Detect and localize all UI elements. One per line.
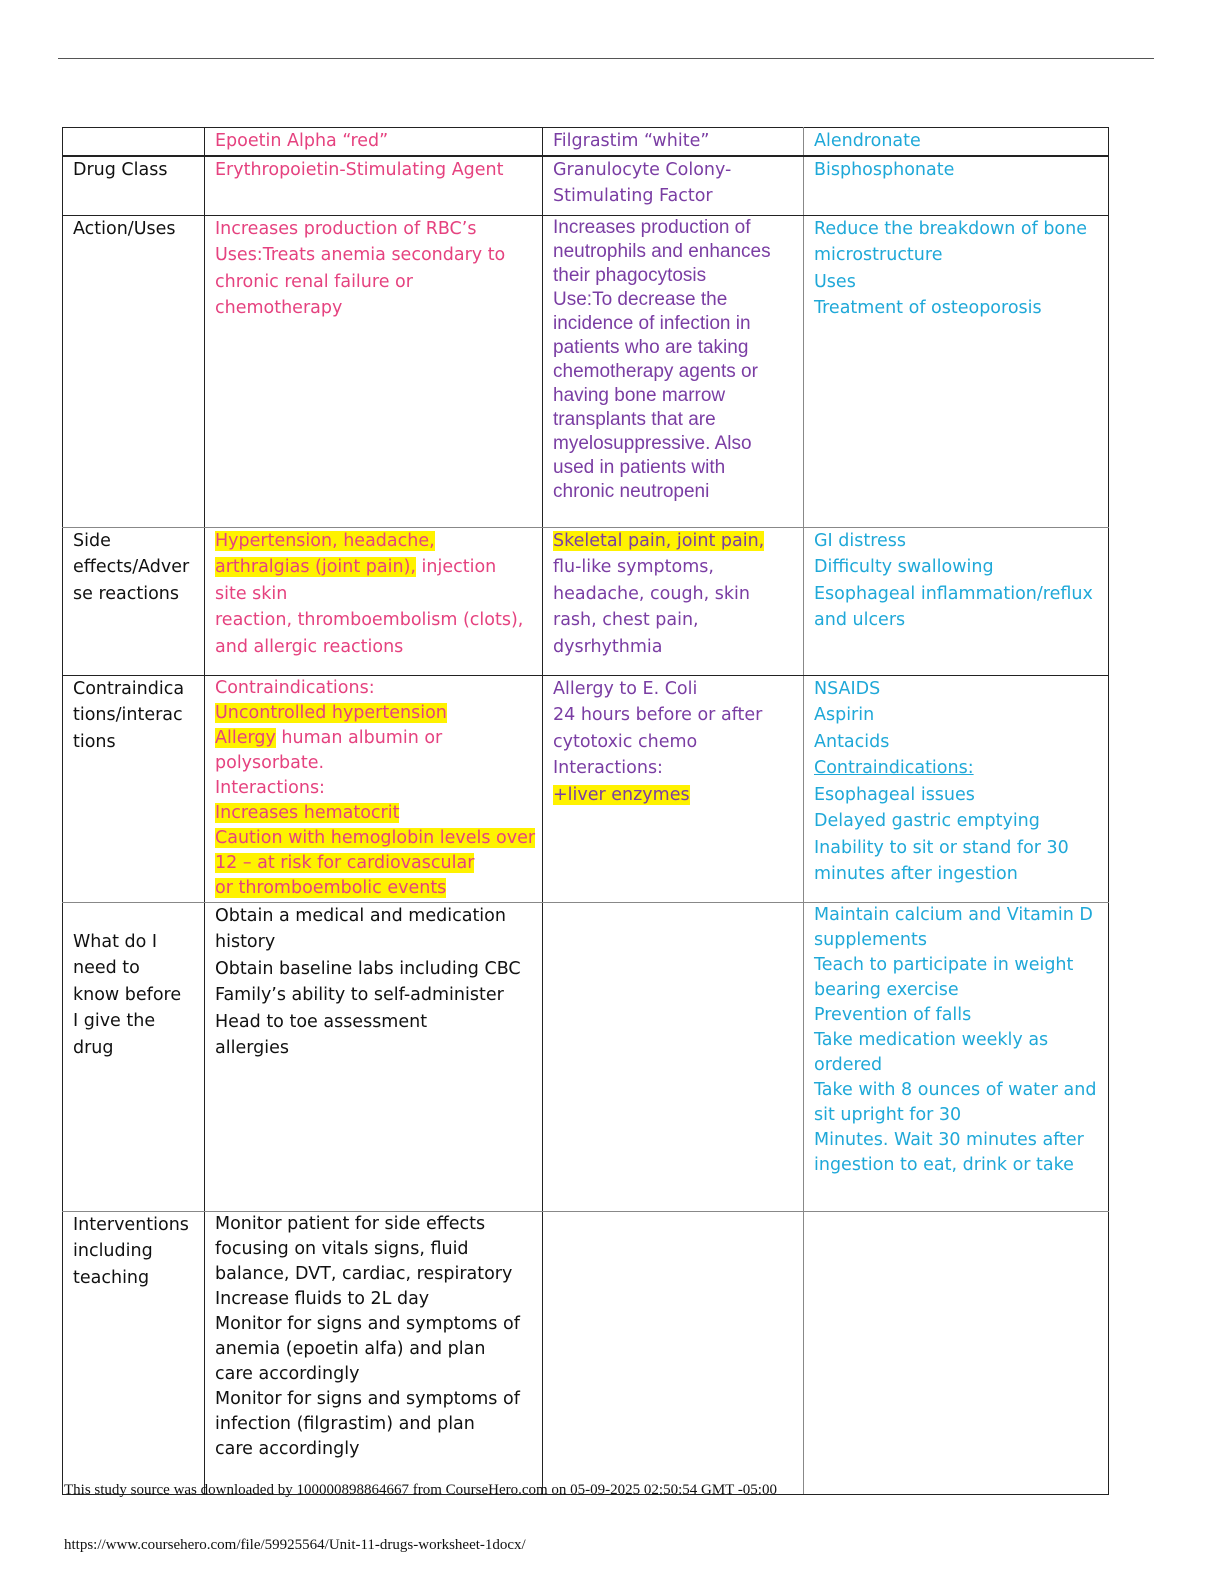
cell-line: Prevention of falls	[814, 1004, 972, 1025]
source-footer: This study source was downloaded by 100000898864667 from CourseHero.com on 05-09-2025 02:50:54 GMT -05:00	[64, 1482, 777, 1498]
cell-text: injection	[415, 557, 497, 577]
cell-line: headache, cough, skin	[553, 583, 750, 604]
cell-line: supplements	[814, 929, 927, 950]
cell-line: Maintain calcium and Vitamin D	[814, 904, 1093, 925]
cell-text: Erythropoietin-Stimulating Agent	[215, 159, 504, 180]
cell-filgrastim-interventions	[543, 1211, 804, 1494]
cell-line: infection (filgrastim) and plan	[215, 1413, 475, 1434]
cell-line: Treatment of osteoporosis	[814, 298, 1042, 318]
header-filgrastim-label: Filgrastim “white”	[553, 131, 710, 151]
row-label-drug-class	[63, 156, 205, 216]
row-label-interventions	[63, 1211, 205, 1494]
header-epoetin-label: Epoetin Alpha “red”	[215, 131, 389, 151]
cell-alendronate-action	[804, 215, 1109, 527]
header-rule	[58, 58, 1154, 59]
header-filgrastim	[543, 128, 804, 156]
row-label-line: Interventions	[73, 1214, 189, 1235]
cell-line: Interactions:	[215, 777, 325, 798]
cell-line: Increases production of RBC’s	[215, 218, 477, 239]
source-url[interactable]: https://www.coursehero.com/file/59925564/Unit-11-drugs-worksheet-1docx/	[64, 1537, 526, 1553]
cell-line: chronic neutropeni	[553, 480, 710, 502]
highlighted-text: +liver enzymes	[553, 784, 690, 805]
header-row	[63, 128, 1109, 156]
cell-line: chronic renal failure or	[215, 271, 413, 292]
cell-line: Monitor for signs and symptoms of	[215, 1388, 520, 1409]
highlighted-text: 12 – at risk for cardiovascular	[215, 852, 475, 873]
highlighted-text: Increases hematocrit	[215, 802, 400, 823]
cell-line: GI distress	[814, 530, 907, 551]
cell-alendronate-before	[804, 902, 1109, 1211]
cell-line: Take with 8 ounces of water and	[814, 1079, 1097, 1100]
cell-line: Contraindications:	[215, 677, 375, 698]
row-label-text: Action/Uses	[73, 218, 176, 239]
cell-text: human albumin or	[275, 727, 443, 748]
cell-line: Uses	[814, 271, 856, 292]
cell-line: ingestion to eat, drink or take	[814, 1154, 1074, 1175]
cell-line: Esophageal issues	[814, 784, 975, 805]
cell-line: Difficulty swallowing	[814, 557, 994, 577]
cell-line: Reduce the breakdown of bone	[814, 218, 1088, 239]
cell-line: myelosuppressive. Also	[553, 432, 752, 454]
cell-line: Granulocyte Colony-	[553, 159, 732, 180]
cell-line: Antacids	[814, 731, 890, 752]
cell-line: transplants that are	[553, 408, 716, 430]
cell-epoetin-before	[205, 902, 543, 1211]
cell-line: rash, chest pain,	[553, 610, 699, 630]
cell-filgrastim-contra	[543, 675, 804, 902]
cell-line: their phagocytosis	[553, 264, 707, 286]
cell-filgrastim-class	[543, 156, 804, 216]
cell-epoetin-interventions	[205, 1211, 543, 1494]
cell-alendronate-class	[804, 156, 1109, 216]
cell-line: 24 hours before or after	[553, 705, 763, 725]
cell-line: ordered	[814, 1054, 883, 1075]
cell-epoetin-action	[205, 215, 543, 527]
row-label-line: need to	[73, 958, 140, 978]
cell-line: care accordingly	[215, 1363, 360, 1384]
highlighted-text: Skeletal pain, joint pain,	[553, 530, 765, 551]
cell-line: Stimulating Factor	[553, 186, 713, 206]
cell-line: Obtain baseline labs including CBC	[215, 958, 521, 979]
row-label-line: teaching	[73, 1267, 150, 1288]
cell-line: Inability to sit or stand for 30	[814, 837, 1069, 858]
cell-line: and ulcers	[814, 610, 906, 630]
highlighted-text: Uncontrolled hypertension	[215, 702, 447, 723]
row-drug-class	[63, 156, 1109, 216]
row-contraindications	[63, 675, 1109, 902]
cell-filgrastim-before	[543, 902, 804, 1211]
header-alendronate	[804, 128, 1109, 156]
cell-line: site skin	[215, 583, 288, 604]
cell-alendronate-contra	[804, 675, 1109, 902]
cell-line: cytotoxic chemo	[553, 731, 698, 752]
row-side-effects	[63, 527, 1109, 675]
cell-line: Delayed gastric emptying	[814, 811, 1040, 831]
cell-line: used in patients with	[553, 456, 726, 478]
cell-line: Increase fluids to 2L day	[215, 1288, 430, 1309]
row-label-line: tions/interac	[73, 705, 183, 725]
cell-line: bearing exercise	[814, 979, 959, 1000]
row-before-giving	[63, 902, 1109, 1211]
cell-line: Head to toe assessment	[215, 1011, 428, 1032]
row-label-line: tions	[73, 731, 116, 752]
cell-line: history	[215, 932, 276, 952]
row-interventions	[63, 1211, 1109, 1494]
cell-line: flu-like symptoms,	[553, 557, 714, 577]
cell-line: polysorbate.	[215, 752, 325, 773]
cell-line: allergies	[215, 1038, 289, 1058]
cell-line: Increases production of	[553, 216, 751, 238]
row-label-line: Contraindica	[73, 678, 185, 699]
cell-line: microstructure	[814, 245, 943, 265]
cell-line: reaction, thromboembolism (clots),	[215, 610, 524, 630]
cell-line: Take medication weekly as	[814, 1029, 1049, 1050]
cell-line: Monitor patient for side effects	[215, 1213, 486, 1234]
cell-epoetin-class	[205, 156, 543, 216]
cell-line: Esophageal inflammation/reflux	[814, 583, 1093, 604]
cell-line: neutrophils and enhances	[553, 240, 771, 262]
highlighted-text: arthralgias (joint pain),	[215, 557, 416, 577]
cell-line: patients who are taking	[553, 336, 749, 358]
cell-line: sit upright for 30	[814, 1104, 962, 1125]
cell-line: and allergic reactions	[215, 636, 404, 657]
cell-line: dysrhythmia	[553, 636, 663, 657]
row-label-line: including	[73, 1241, 153, 1261]
cell-line: having bone marrow	[553, 384, 726, 406]
cell-line: Interactions:	[553, 758, 663, 778]
row-label-text: Drug Class	[73, 159, 168, 180]
row-label-line: drug	[73, 1037, 114, 1058]
row-label-line: I give the	[73, 1011, 156, 1031]
row-label-side-effects	[63, 527, 205, 675]
row-label-line: se reactions	[73, 583, 180, 604]
cell-line: incidence of infection in	[553, 312, 751, 334]
highlighted-text: Hypertension, headache,	[215, 530, 435, 551]
cell-text: Bisphosphonate	[814, 159, 955, 180]
cell-line: focusing on vitals signs, fluid	[215, 1238, 469, 1259]
cell-epoetin-contra	[205, 675, 543, 902]
cell-line: Aspirin	[814, 705, 875, 725]
cell-line: Uses:Treats anemia secondary to	[215, 245, 506, 265]
row-label-line: know before	[73, 984, 182, 1005]
header-alendronate-label: Alendronate	[814, 131, 921, 151]
cell-alendronate-interventions	[804, 1211, 1109, 1494]
highlighted-text: Allergy	[215, 727, 276, 748]
row-action-uses	[63, 215, 1109, 527]
cell-alendronate-side-effects	[804, 527, 1109, 675]
cell-line: minutes after ingestion	[814, 864, 1018, 884]
row-label-contraindications	[63, 675, 205, 902]
row-label-before	[63, 902, 205, 1211]
row-label-action	[63, 215, 205, 527]
row-label-line: effects/Adver	[73, 557, 190, 577]
cell-line: Family’s ability to self-administer	[215, 985, 504, 1005]
cell-line: anemia (epoetin alfa) and plan	[215, 1338, 486, 1359]
cell-line: Minutes. Wait 30 minutes after	[814, 1129, 1084, 1150]
cell-line: Teach to participate in weight	[814, 954, 1074, 975]
drug-worksheet-table	[62, 127, 1109, 1495]
cell-line: Monitor for signs and symptoms of	[215, 1313, 520, 1334]
cell-filgrastim-action	[543, 215, 804, 527]
underlined-heading: Contraindications:	[814, 758, 974, 778]
cell-line: NSAIDS	[814, 678, 881, 699]
row-label-line: Side	[73, 530, 111, 551]
header-empty-cell	[63, 128, 205, 156]
row-label-line: What do I	[73, 931, 158, 952]
cell-line: care accordingly	[215, 1438, 360, 1459]
cell-line: chemotherapy	[215, 298, 343, 318]
cell-epoetin-side-effects	[205, 527, 543, 675]
cell-line: Obtain a medical and medication	[215, 905, 506, 926]
cell-line: balance, DVT, cardiac, respiratory	[215, 1263, 513, 1284]
highlighted-text: Caution with hemoglobin levels over	[215, 827, 536, 848]
cell-filgrastim-side-effects	[543, 527, 804, 675]
cell-line: Allergy to E. Coli	[553, 678, 698, 699]
header-epoetin	[205, 128, 543, 156]
highlighted-text: or thromboembolic events	[215, 877, 447, 898]
cell-line: Use:To decrease the	[553, 288, 728, 310]
cell-line: chemotherapy agents or	[553, 360, 758, 382]
